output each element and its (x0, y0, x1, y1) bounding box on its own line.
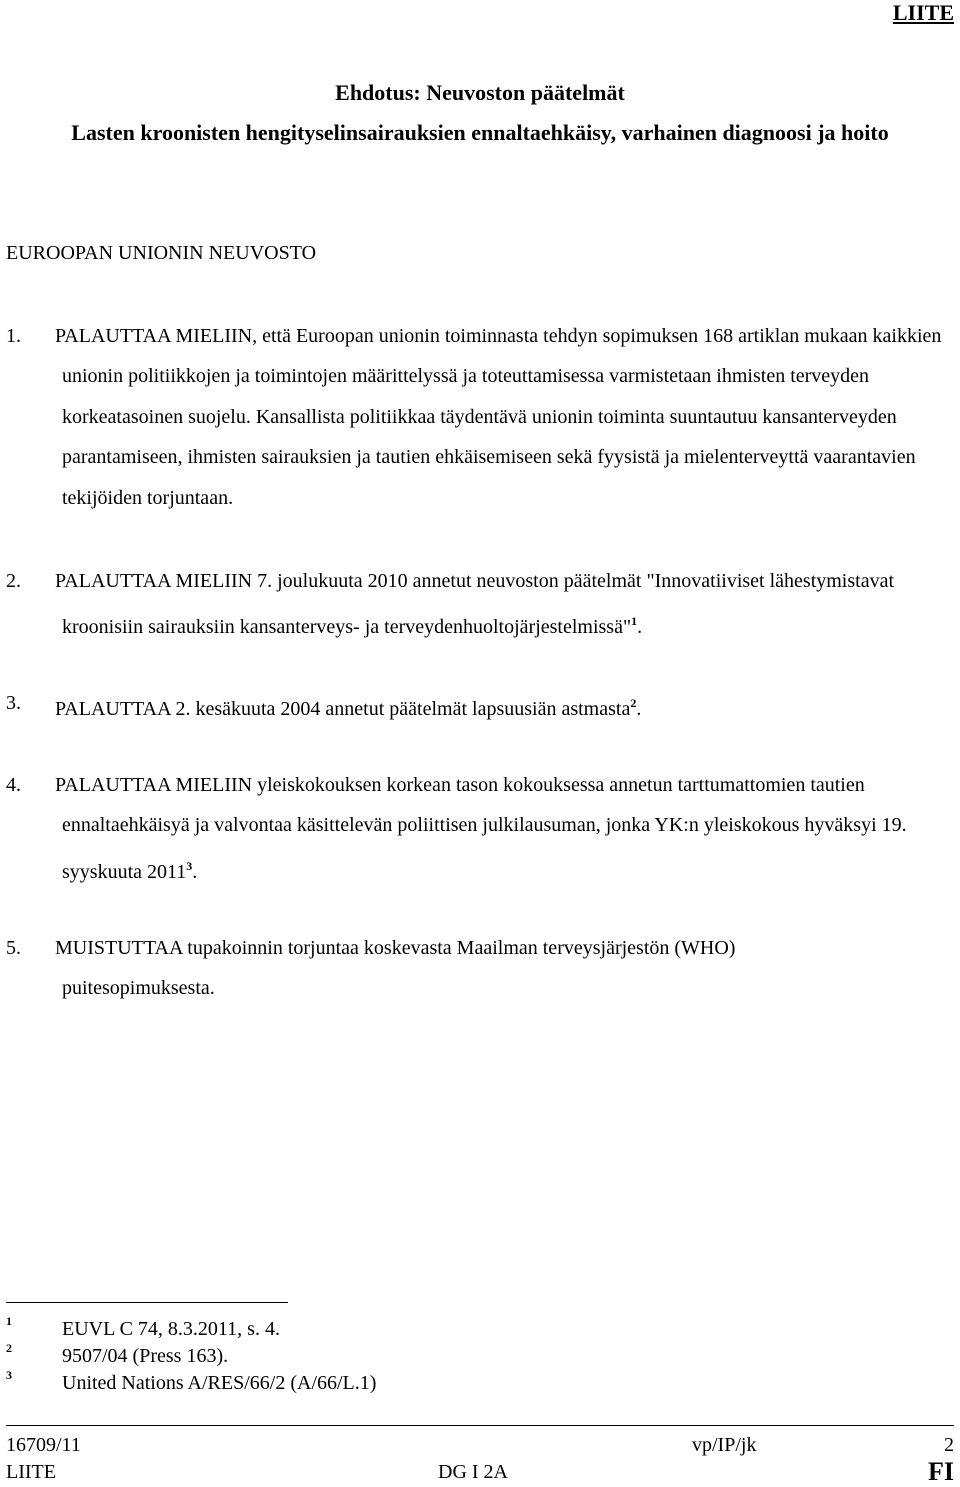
footnote-reference[interactable]: 3 (186, 858, 193, 873)
footnote-text: United Nations A/RES/66/2 (A/66/L.1) (62, 1372, 377, 1394)
paragraph-tail: . (637, 616, 643, 639)
footnote-mark: 3 (6, 1368, 12, 1382)
paragraph-text (55, 765, 942, 892)
footer-annex: LIITE (6, 1461, 56, 1483)
paragraph-body: PALAUTTAA 2. kesäkuuta 2004 annetut päätelmät lapsuusiän astmasta (55, 698, 631, 720)
paragraph-body: MUISTUTTAA tupakoinnin torjuntaa koskevasta Maailman terveysjärjestön (WHO) puitesopimuksesta. (55, 937, 736, 1000)
paragraph-tail: . (636, 698, 642, 720)
directorate-code: DG I 2A (438, 1461, 508, 1483)
paragraph-number: 1. (6, 325, 21, 347)
issuer-heading: EUROOPAN UNIONIN NEUVOSTO (6, 242, 317, 264)
footnote-text: EUVL C 74, 8.3.2011, s. 4. (62, 1318, 280, 1340)
paragraph-text (55, 561, 942, 648)
document-subtitle: Lasten kroonisten hengityselinsairauksien ennaltaehkäisy, varhainen diagnoosi ja hoito (71, 120, 889, 145)
footnote-mark: 1 (6, 1314, 12, 1328)
paragraph-body: PALAUTTAA MIELIIN 7. joulukuuta 2010 annetut neuvoston päätelmät "Innovatiiviset lähestymistavat kroonisiin sairauksiin kansanterveys- ja terveydenhuoltojärjestelmissä" (55, 570, 895, 639)
paragraph-body: PALAUTTAA MIELIIN, että Euroopan unionin toiminnasta tehdyn sopimuksen 168 artiklan mukaan kaikkien unionin politiikkojen ja toimintojen määrittelyssä ja toteuttamisessa varmistetaan ihmisten terveyden korkeatasoinen suojelu. Kansallista politiikkaa täydentävä unionin toiminta suuntautuu kansanterveyden parantamiseen, ihmisten sairauksien ja tautien ehkäisemiseen sekä fyysistä ja mielenterveyttä vaarantavien tekijöiden torjuntaan. (55, 325, 942, 509)
footnote-mark: 2 (6, 1341, 12, 1355)
paragraph-text (55, 683, 942, 729)
footnote-reference[interactable]: 2 (630, 696, 637, 710)
document-number: 16709/11 (6, 1434, 81, 1456)
paragraph-number: 4. (6, 774, 21, 796)
footnote-separator (6, 1302, 288, 1303)
paragraph-number: 3. (6, 692, 21, 714)
paragraph-text (55, 316, 942, 518)
document-title: Ehdotus: Neuvoston päätelmät (335, 80, 625, 105)
paragraph-number: 5. (6, 937, 21, 959)
language-code: FI (928, 1457, 954, 1486)
footnote-text: 9507/04 (Press 163). (62, 1345, 229, 1367)
page-number: 2 (944, 1434, 954, 1456)
footnote-reference[interactable]: 1 (631, 614, 638, 629)
author-initials: vp/IP/jk (692, 1434, 757, 1456)
paragraph-text (55, 928, 882, 1009)
paragraph-number: 2. (6, 570, 21, 592)
footer-separator (6, 1425, 954, 1426)
paragraph-body: PALAUTTAA MIELIIN yleiskokouksen korkean tason kokouksessa annetun tarttumattomien tautien ennaltaehkäisyä ja valvontaa käsittelevän poliittisen julkilausuman, jonka YK:n yleiskokous hyväksyi 19. syyskuuta 2011 (55, 774, 907, 883)
paragraph-tail: . (192, 860, 198, 883)
annex-label: LIITE (892, 0, 954, 25)
